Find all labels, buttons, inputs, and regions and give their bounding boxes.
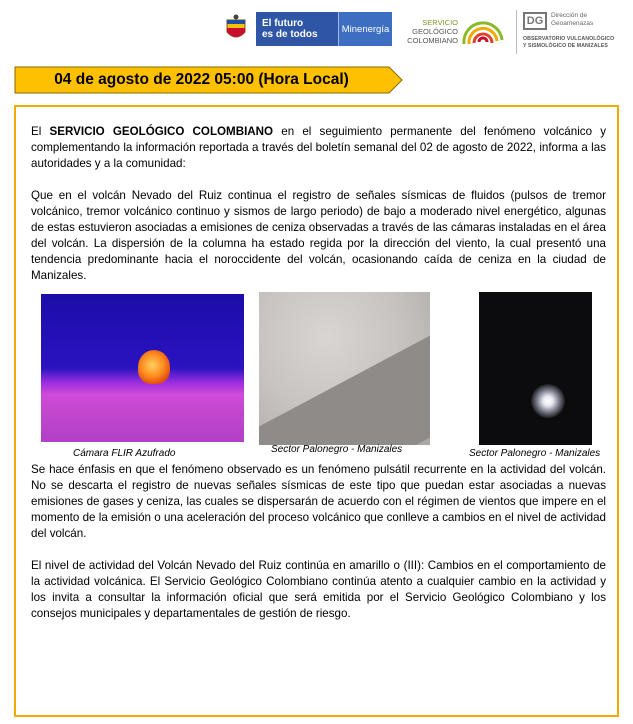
sgc-logo-text [400,18,458,45]
sgc-spiral-icon [460,10,506,54]
colombia-seal-icon [216,12,256,46]
activity-level-paragraph: El nivel de actividad del Volcán Nevado del Ruiz continúa en amarillo o (III): Cambios en el comportamiento de la actividad volcánica. El Servicio Geológico Colombiano continúa atento a cualquier cambio en la actividad y los invita a consultar la información oficial que será emitida por el Servicio Geológico Colombiano y los consejos municipales y departamentales de gestión de riesgo. [31,559,606,620]
street-light [531,384,565,418]
sgc-line1: SERVICIO [422,18,458,27]
dg-name-line1: Dirección de [551,12,588,19]
intro-paragraph [31,124,606,172]
dg-observatory [523,36,614,50]
ceiling-ash-photo [259,292,430,445]
caption-palonegro-2: Sector Palonegro - Manizales [469,448,601,459]
header [0,0,633,62]
image-row [31,294,606,470]
futuro-logo-text [256,12,338,46]
intro-rest: en el seguimiento permanente del fenómeno volcánico y complementando la información reportada a través del boletín semanal del 02 de agosto de 2022, informa a las autoridades y a la comunidad: [31,125,606,170]
intro-lead: El [31,125,50,138]
government-logo [216,12,392,46]
dg-mark: DG [523,12,547,30]
night-ash-photo [479,292,592,445]
bulletin-body [14,105,619,717]
sgc-logo [400,10,510,54]
futuro-line2: es de todos [262,29,318,40]
dg-obs-line2: Y SISMOLÓGICO DE MANIZALES [523,43,608,49]
caption-flir: Cámara FLIR Azufrado [73,448,176,459]
sgc-line2: GEOLÓGICO [412,27,458,36]
dg-name [551,12,593,28]
institution-name: SERVICIO GEOLÓGICO COLOMBIANO [49,125,274,138]
dg-obs-line1: OBSERVATORIO VULCANOLÓGICO [523,36,615,42]
caption-palonegro-1: Sector Palonegro - Manizales [271,444,403,455]
emphasis-paragraph: Se hace énfasis en que el fenómeno observado es un fenómeno pulsátil recurrente en la actividad del volcán. No se descarta el registro de nuevas señales sísmicas de este tipo que puedan estar asociadas a nuevas emisiones de gases y ceniza, las cuales se dispersarán de acuerdo con el régimen de vientos que impere en el momento de la emisión o una aceleración del proceso volcánico que conlleve a cambios en el nivel de actividad del volcán. [31,463,606,540]
dg-logo [516,10,626,54]
sgc-line3: COLOMBIANO [407,36,458,45]
dg-name-line2: Geoamenazas [551,20,594,27]
activity-paragraph: Que en el volcán Nevado del Ruiz continua el registro de señales sísmicas de fluidos (pulsos de tremor volcánico, tremor volcánico continuo y sismos de largo periodo) de bajo a moderado nivel energético, algunas de estas estuvieron asociadas a emisiones de ceniza observadas a través de las cámaras instaladas en el área del volcán. La dispersión de la columna ha estado regida por la dirección del viento, la cual presentó una tendencia predominante hacia el noroccidente del volcán, ocasionando caída de ceniza en la ciudad de Manizales. [31,189,606,282]
ash-plume [138,350,170,384]
ministry-name: Minenergía [338,12,392,46]
ceiling-edge [259,333,430,445]
thermal-camera-image [41,294,244,442]
date-banner [14,66,404,94]
futuro-line1: El futuro [262,18,304,29]
banner-date-text: 04 de agosto de 2022 05:00 (Hora Local) [54,71,349,88]
